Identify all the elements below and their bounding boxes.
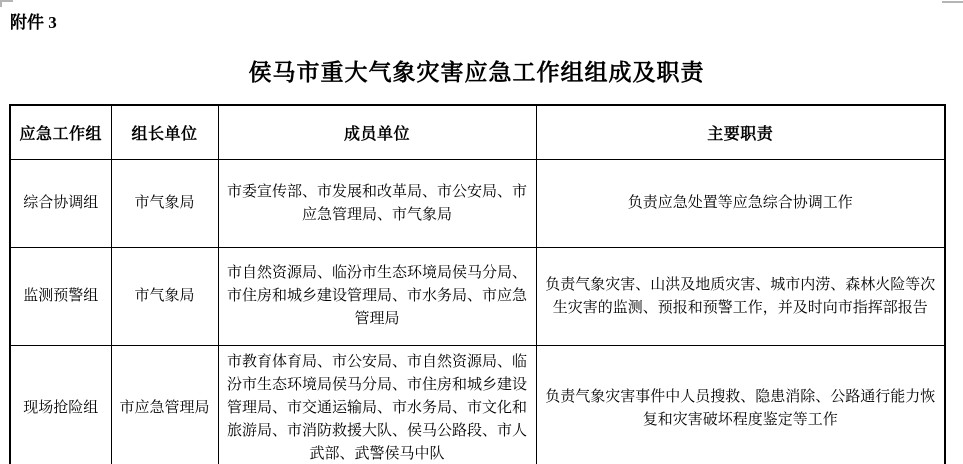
emergency-groups-table	[9, 104, 946, 464]
cell-members: 市自然资源局、临汾市生态环境局侯马分局、市住房和城乡建设管理局、市水务局、市应急管理局	[218, 248, 536, 346]
cell-group: 综合协调组	[10, 160, 111, 248]
attachment-label: 附件 3	[10, 13, 57, 32]
cell-duties: 负责气象灾害、山洪及地质灾害、城市内涝、森林火险等次生灾害的监测、预报和预警工作，并及时向市指挥部报告	[536, 248, 945, 346]
page-title: 侯马市重大气象灾害应急工作组组成及职责	[248, 60, 705, 85]
cell-duties: 负责气象灾害事件中人员搜救、隐患消除、公路通行能力恢复和灾害破坏程度鉴定等工作	[536, 346, 945, 464]
cell-leader: 市应急管理局	[111, 346, 218, 464]
cell-members: 市教育体育局、市公安局、市自然资源局、临汾市生态环境局侯马分局、市住房和城乡建设管理局、市交通运输局、市水务局、市文化和旅游局、市消防救援大队、侯马公路段、市人武部、武警侯马中队	[218, 346, 536, 464]
column-header-duties: 主要职责	[536, 105, 945, 160]
table-row	[10, 248, 945, 346]
table-header-row	[10, 105, 945, 160]
cell-members: 市委宣传部、市发展和改革局、市公安局、市应急管理局、市气象局	[218, 160, 536, 248]
column-header-group: 应急工作组	[10, 105, 111, 160]
page-corner-mark-top-left-vertical	[0, 0, 2, 7]
cell-leader: 市气象局	[111, 160, 218, 248]
table-row	[10, 160, 945, 248]
cell-duties: 负责应急处置等应急综合协调工作	[536, 160, 945, 248]
cell-leader: 市气象局	[111, 248, 218, 346]
page-corner-mark-top-right	[942, 1, 963, 3]
column-header-members: 成员单位	[218, 105, 536, 160]
table-row	[10, 346, 945, 464]
cell-group: 监测预警组	[10, 248, 111, 346]
column-header-leader: 组长单位	[111, 105, 218, 160]
cell-group: 现场抢险组	[10, 346, 111, 464]
